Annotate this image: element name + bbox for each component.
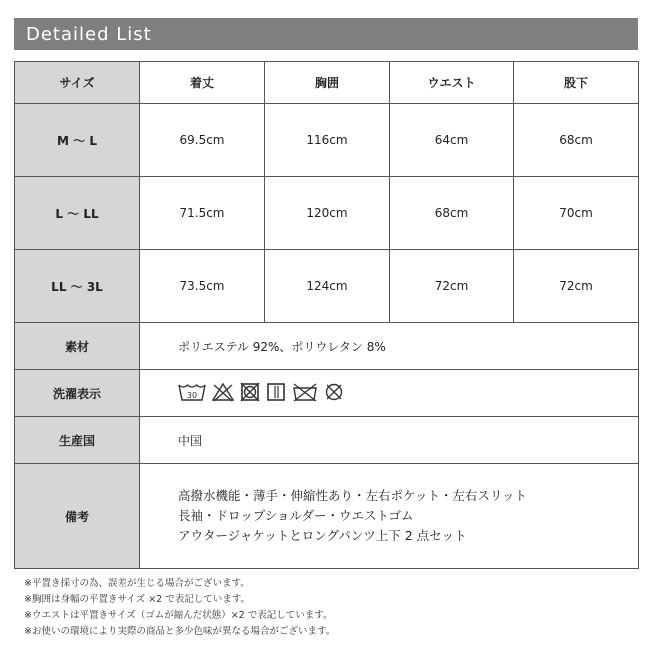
notes-row [15, 464, 639, 569]
notes-value [140, 464, 639, 569]
no-dry-clean-icon [324, 382, 344, 402]
note-line: 高撥水機能・薄手・伸縮性あり・左右ポケット・左右スリット [178, 488, 527, 503]
size-label: LL ～ 3L [15, 250, 140, 323]
no-bleach-icon [212, 382, 234, 402]
size-label: M ～ L [15, 104, 140, 177]
note-line: 長袖・ドロップショルダー・ウエストゴム [178, 508, 414, 523]
chest-cell: 124cm [265, 250, 390, 323]
origin-label: 生産国 [15, 417, 140, 464]
length-cell: 73.5cm [140, 250, 265, 323]
wash-temp-text: 30 [186, 390, 198, 400]
length-cell: 69.5cm [140, 104, 265, 177]
inseam-cell: 68cm [514, 104, 639, 177]
footnote: ※胸囲は身幅の平置きサイズ ×2 で表記しています。 [24, 594, 250, 605]
no-wring-icon [292, 382, 318, 402]
size-spec-table [14, 61, 639, 569]
footnote: ※ウエストは平置きサイズ（ゴムが縮んだ状態）×2 で表記しています。 [24, 610, 333, 621]
chest-cell: 120cm [265, 177, 390, 250]
drip-dry-icon [266, 382, 286, 402]
column-header: 着丈 [140, 62, 265, 104]
column-header: 胸囲 [265, 62, 390, 104]
footnotes [24, 576, 335, 640]
origin-value: 中国 [140, 417, 639, 464]
column-header: ウエスト [390, 62, 514, 104]
table-header-row [15, 62, 639, 104]
length-cell: 71.5cm [140, 177, 265, 250]
material-value: ポリエステル 92%、ポリウレタン 8% [140, 323, 639, 370]
table-row [15, 104, 639, 177]
inseam-cell: 70cm [514, 177, 639, 250]
column-header: 股下 [514, 62, 639, 104]
waist-cell: 68cm [390, 177, 514, 250]
notes-label: 備考 [15, 464, 140, 569]
footnote: ※平置き採寸の為、誤差が生じる場合がございます。 [24, 578, 250, 589]
waist-cell: 72cm [390, 250, 514, 323]
section-title: Detailed List [26, 24, 152, 45]
origin-row [15, 417, 639, 464]
washing-symbols [140, 370, 639, 417]
chest-cell: 116cm [265, 104, 390, 177]
column-header: サイズ [15, 62, 140, 104]
waist-cell: 64cm [390, 104, 514, 177]
washing-label: 洗濯表示 [15, 370, 140, 417]
inseam-cell: 72cm [514, 250, 639, 323]
material-label: 素材 [15, 323, 140, 370]
table-row [15, 177, 639, 250]
washing-row [15, 370, 639, 417]
size-label: L ～ LL [15, 177, 140, 250]
footnote: ※お使いの環境により実際の商品と多少色味が異なる場合がございます。 [24, 626, 336, 637]
table-row [15, 250, 639, 323]
section-header [14, 18, 638, 50]
no-tumble-dry-icon [240, 382, 260, 402]
wash-30-icon [178, 382, 206, 402]
material-row [15, 323, 639, 370]
note-line: アウタージャケットとロングパンツ上下 2 点セット [178, 528, 467, 543]
